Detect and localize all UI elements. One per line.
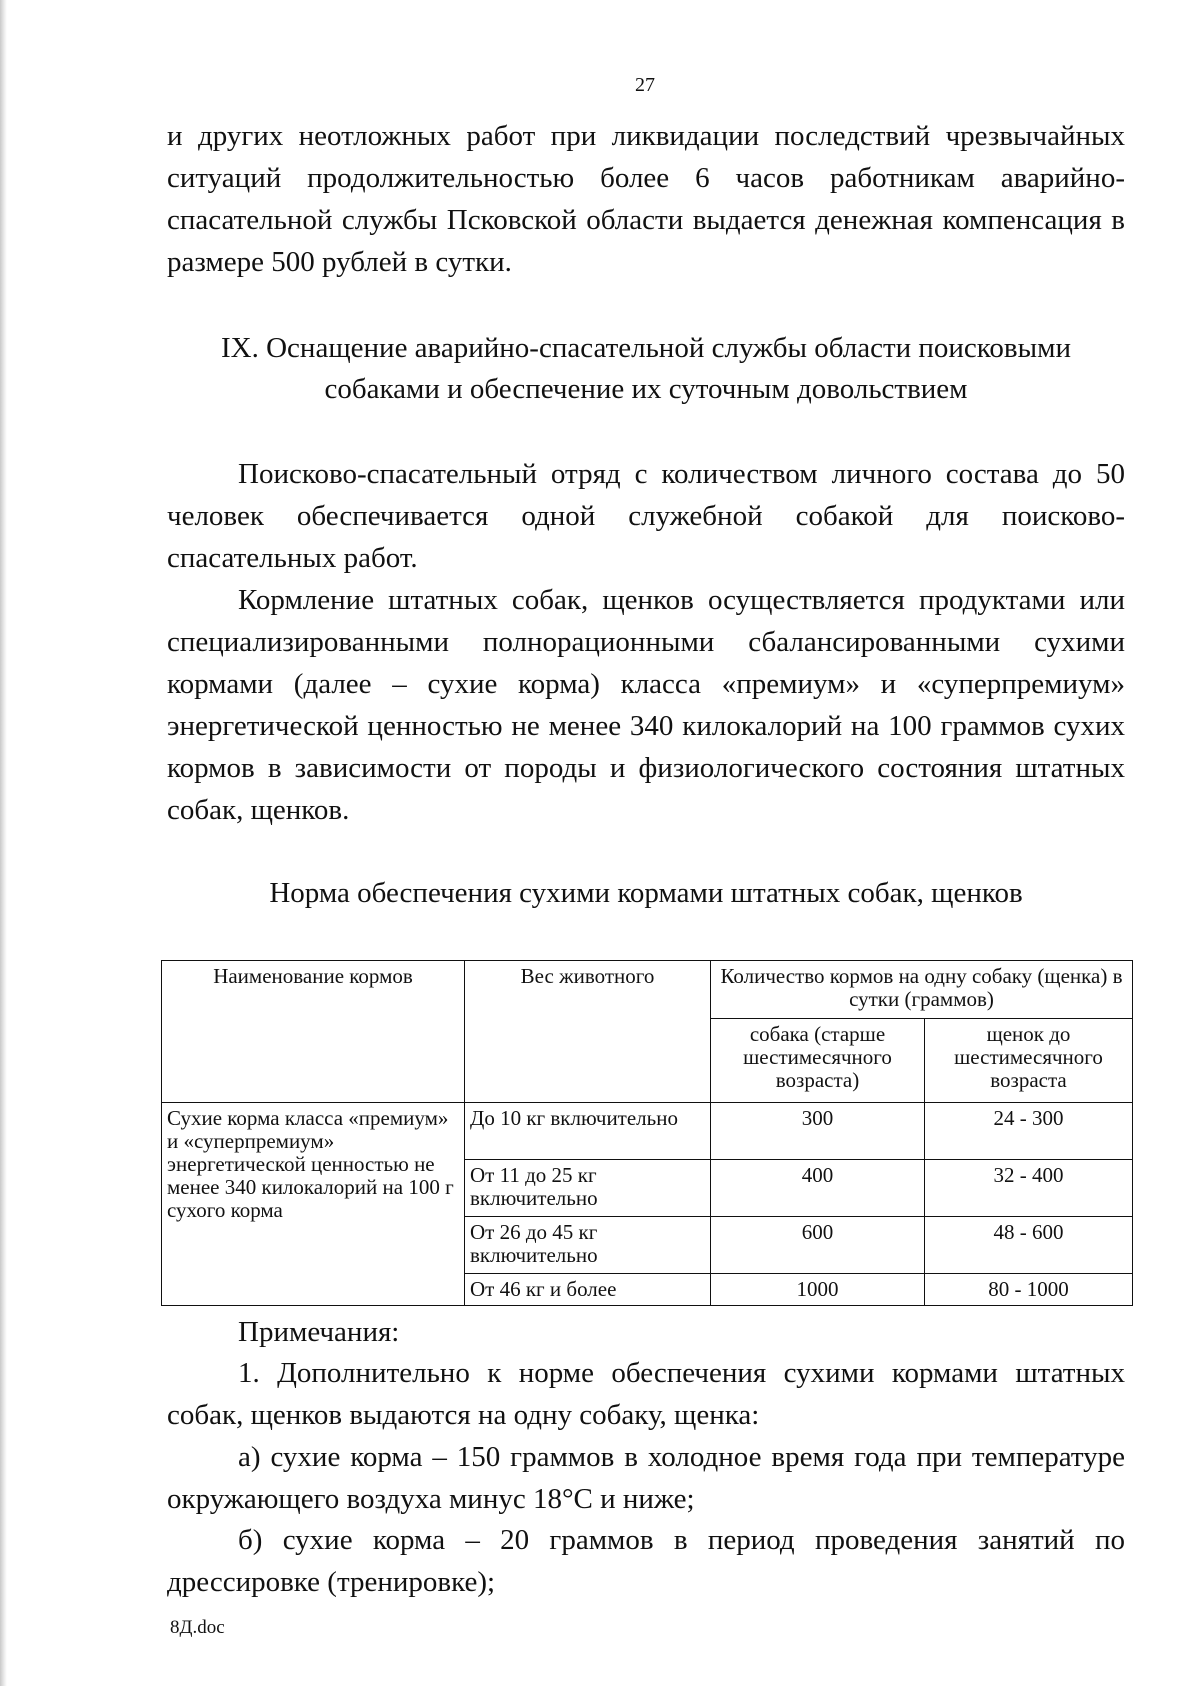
note-item-b: б) сухие корма – 20 граммов в период проведения занятий по дрессировке (тренировке); [167, 1524, 1125, 1598]
dog-amount-cell: 300 [711, 1103, 925, 1160]
paragraph-squad: Поисково-спасательный отряд с количеством личного состава до 50 человек обеспечивается одной служебной собакой для поисково-спасательных работ. [167, 458, 1125, 574]
puppy-amount-cell: 48 - 600 [925, 1217, 1133, 1274]
paragraph-feeding: Кормление штатных собак, щенков осуществляется продуктами или специализированными полнорационными сбалансированными сухими кормами (далее – сухие корма) класса «премиум» и «суперпремиум» энергетической ценностью не менее 340 килокалорий на 100 граммов сухих кормов в зависимости от породы и физиологического состояния штатных собак, щенков. [167, 584, 1125, 826]
table-header-row [162, 961, 1133, 1019]
puppy-amount-cell: 24 - 300 [925, 1103, 1133, 1160]
file-name-footer: 8Д.doc [170, 1617, 225, 1638]
intro-paragraph: и других неотложных работ при ликвидации последствий чрезвычайных ситуаций продолжительностью более 6 часов работникам аварийно-спасательной службы Псковской области выдается денежная компенсация в размере 500 рублей в сутки. [167, 120, 1125, 278]
dog-amount-cell: 600 [711, 1217, 925, 1274]
section-heading [167, 328, 1125, 410]
note-item-1: 1. Дополнительно к норме обеспечения сухими кормами штатных собак, щенков выдаются на одну собаку, щенка: [167, 1357, 1125, 1431]
scan-edge [0, 0, 7, 1686]
feed-norms-table [161, 960, 1133, 1306]
puppy-amount-cell: 32 - 400 [925, 1160, 1133, 1217]
weight-cell: До 10 кг включительно [465, 1103, 711, 1160]
feed-name-cell: Сухие корма класса «премиум» и «суперпремиум» энергетической ценностью не менее 340 килокалорий на 100 г сухого корма [162, 1103, 465, 1306]
dog-amount-cell: 400 [711, 1160, 925, 1217]
header-puppy: щенок до шестимесячного возраста [925, 1019, 1133, 1103]
page-number: 27 [635, 74, 655, 96]
weight-cell: От 46 кг и более [465, 1274, 711, 1306]
header-dog: собака (старше шестимесячного возраста) [711, 1019, 925, 1103]
weight-cell: От 26 до 45 кг включительно [465, 1217, 711, 1274]
notes-title: Примечания: [238, 1316, 400, 1348]
header-quantity: Количество кормов на одну собаку (щенка) в сутки (граммов) [711, 961, 1133, 1019]
header-animal-weight: Вес животного [465, 961, 711, 1103]
note-item-a: а) сухие корма – 150 граммов в холодное время года при температуре окружающего воздуха минус 18°С и ниже; [167, 1441, 1125, 1515]
dog-amount-cell: 1000 [711, 1274, 925, 1306]
puppy-amount-cell: 80 - 1000 [925, 1274, 1133, 1306]
table-row [162, 1103, 1133, 1160]
header-feed-name: Наименование кормов [162, 961, 465, 1103]
weight-cell: От 11 до 25 кг включительно [465, 1160, 711, 1217]
table-title: Норма обеспечения сухими кормами штатных собак, щенков [269, 877, 1023, 909]
section-heading-line-1: IX. Оснащение аварийно-спасательной службы области поисковыми [221, 332, 1071, 364]
section-heading-line-2: собаками и обеспечение их суточным довольствием [324, 373, 968, 405]
